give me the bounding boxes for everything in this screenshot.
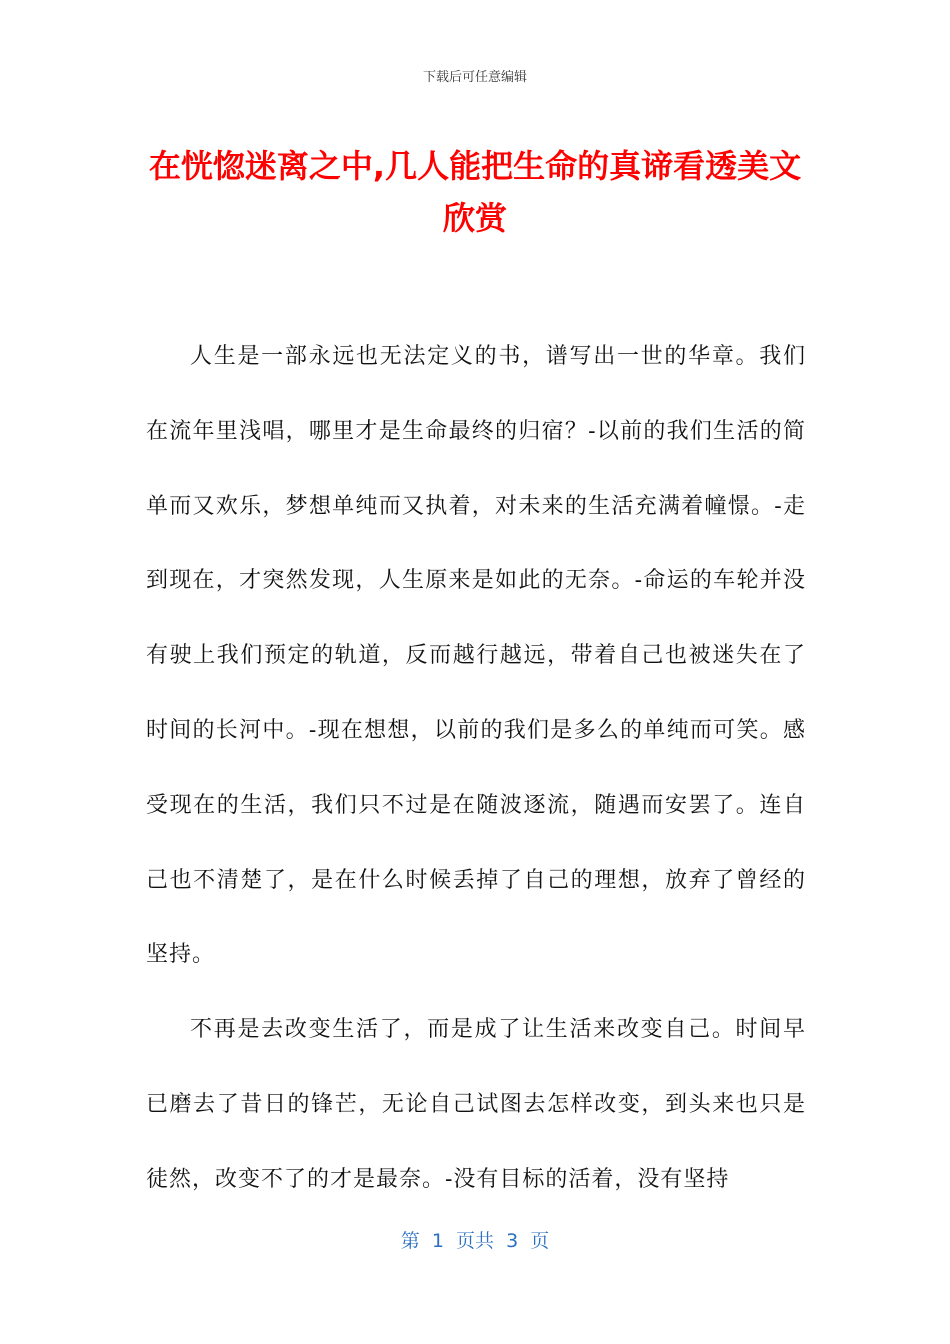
article-body [146,320,806,1218]
document-title: 在恍惚迷离之中,几人能把生命的真谛看透美文欣赏 [148,147,802,237]
paragraph-2: 不再是去改变生活了，而是成了让生活来改变自己。时间早已磨去了昔日的锋芒，无论自己试图去怎样改变，到头来也只是徒然，改变不了的才是最奈。-没有目标的活着，没有坚持 [146,1017,806,1192]
page-number-footer: 第 1 页共 3 页 [400,1230,550,1252]
header-note: 下载后可任意编辑 [422,70,527,85]
paragraph-1: 人生是一部永远也无法定义的书，谱写出一世的华章。我们在流年里浅唱，哪里才是生命最终的归宿？-以前的我们生活的简单而又欢乐，梦想单纯而又执着，对未来的生活充满着幢憬。-走到现在，才突然发现，人生原来是如此的无奈。-命运的车轮并没有驶上我们预定的轨道，反而越行越远，带着自己也被迷失在了时间的长河中。-现在想想，以前的我们是多么的单纯而可笑。感受现在的生活，我们只不过是在随波逐流，随遇而安罢了。连自己也不清楚了，是在什么时候丢掉了自己的理想，放弃了曾经的坚持。 [146,344,806,968]
